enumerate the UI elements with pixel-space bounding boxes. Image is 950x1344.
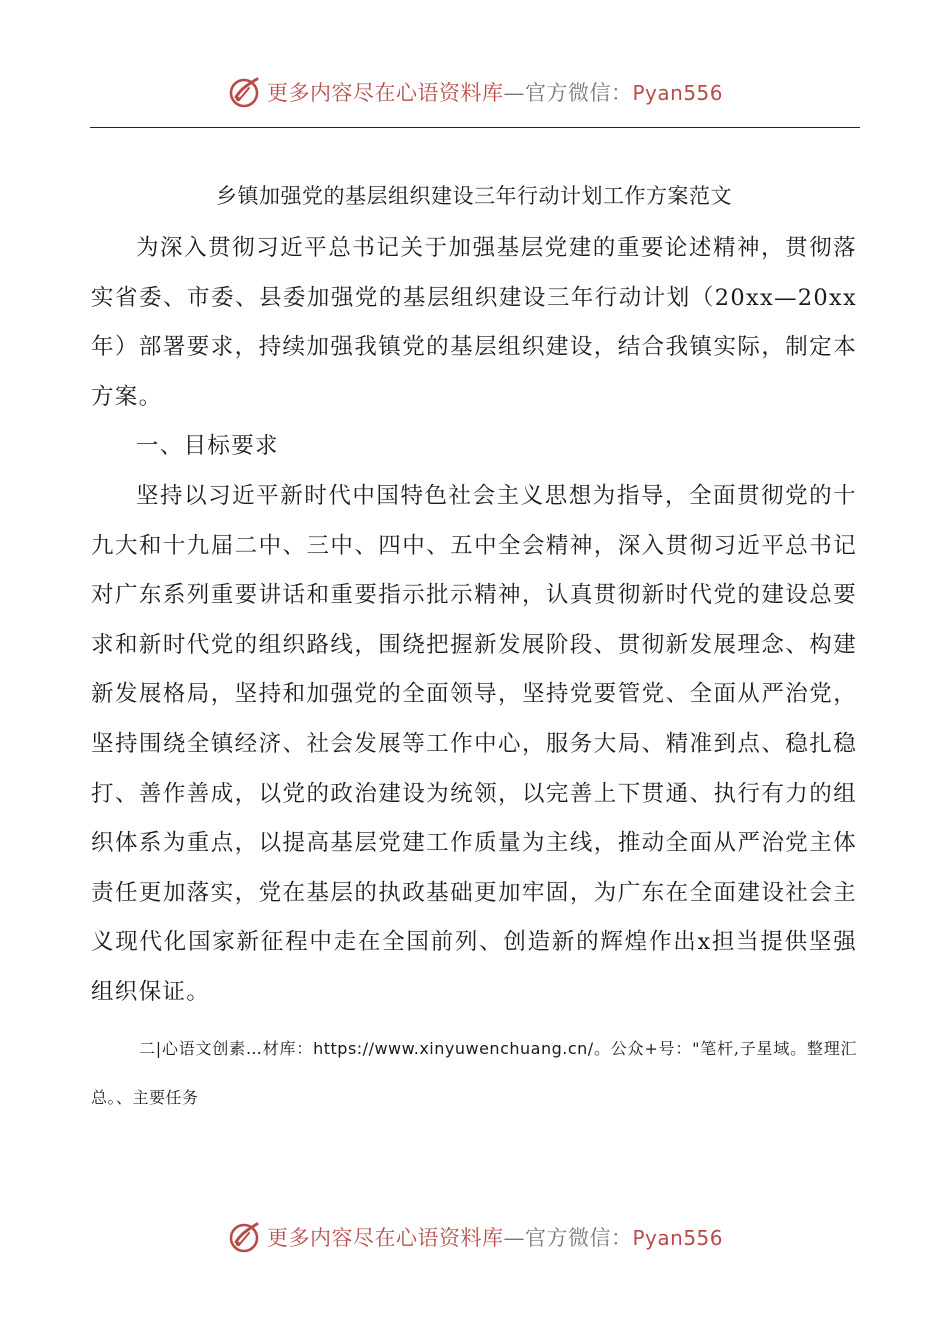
header-divider [90,127,860,128]
note-url: https://www.xinyuwenchuang.cn/ [313,1038,594,1058]
brand-logo-icon [227,1220,261,1254]
header-banner-text [267,77,723,107]
brand-logo-icon [227,75,261,109]
section-1-body: 坚持以习近平新时代中国特色社会主义思想为指导，全面贯彻党的十九大和十九届二中、三中、四中、五中全会精神，深入贯彻习近平总书记对广东系列重要讲话和重要指示批示精神，认真贯彻新时代党的建设总要求和新时代党的组织路线，围绕把握新发展阶段、贯彻新发展理念、构建新发展格局，坚持和加强党的全面领导，坚持党要管党、全面从严治党，坚持围绕全镇经济、社会发展等工作中心，服务大局、精准到点、稳扎稳打、善作善成，以党的政治建设为统领，以完善上下贯通、执行有力的组织体系为重点，以提高基层党建工作质量为主线，推动全面从严治党主体责任更加落实，党在基层的执政基础更加牢固，为广东在全面建设社会主义现代化国家新征程中走在全国前列、创造新的辉煌作出x担当提供坚强组织保证。 [91,482,857,1005]
document-title: 乡镇加强党的基层组织建设三年行动计划工作方案范文 [216,184,732,208]
header-brand-text: 更多内容尽在心语资料库 [266,81,504,105]
note-suffix: 。公众+号："笔杆,子星域。整理汇总。、主要任务 [91,1038,857,1107]
intro-paragraph: 为深入贯彻习近平总书记关于加强基层党建的重要论述精神，贯彻落实省委、市委、县委加强党的基层组织建设三年行动计划（20xx—20xx年）部署要求，持续加强我镇党的基层组织建设，结合我镇实际，制定本方案。 [91,235,857,410]
footer-wechat-id: Pyan556 [632,1226,723,1250]
header-wechat-id: Pyan556 [632,81,723,105]
header-banner [0,70,950,114]
section-1-heading: 一、目标要求 [136,433,279,460]
document-body [91,172,857,1122]
watermark-note [91,1024,857,1122]
footer-wechat-label: 官方微信： [524,1226,633,1250]
footer-separator: — [503,1226,525,1250]
note-prefix: 二|心语文创素…材库： [139,1038,314,1058]
header-wechat-label: 官方微信： [524,81,633,105]
footer-banner-text [267,1222,723,1252]
footer-banner [0,1215,950,1259]
header-separator: — [503,81,525,105]
footer-brand-text: 更多内容尽在心语资料库 [266,1226,504,1250]
